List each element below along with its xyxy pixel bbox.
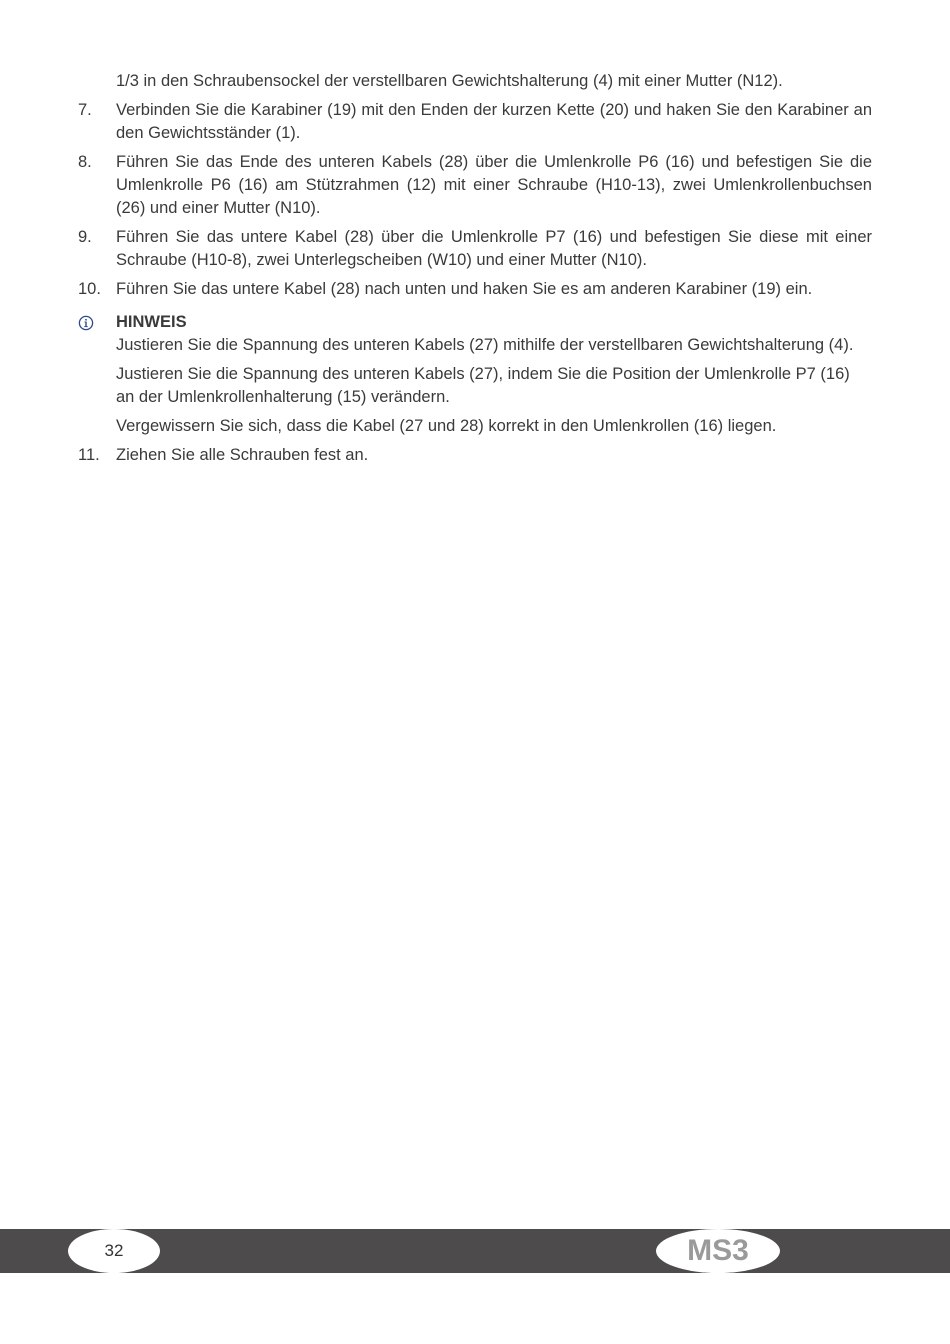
- note-block: [78, 311, 872, 438]
- step-text: Führen Sie das untere Kabel (28) nach unten und haken Sie es am anderen Karabiner (19) ein.: [116, 280, 813, 298]
- step-number: 10.: [78, 280, 101, 298]
- step-number: 7.: [78, 101, 92, 119]
- page-number: 32: [68, 1229, 160, 1273]
- step-text: Verbinden Sie die Karabiner (19) mit den Enden der kurzen Kette (20) und haken Sie den Karabiner an den Gewichtsständer (1).: [116, 101, 872, 142]
- brand-logo: MS3: [656, 1229, 780, 1273]
- note-paragraph: Vergewissern Sie sich, dass die Kabel (27 und 28) korrekt in den Umlenkrollen (16) liegen.: [116, 417, 777, 435]
- continuation-line: [78, 70, 872, 93]
- note-paragraph: Justieren Sie die Spannung des unteren Kabels (27) mithilfe der verstellbaren Gewichtshalterung (4).: [116, 336, 854, 354]
- continuation-text: 1/3 in den Schraubensockel der verstellbaren Gewichtshalterung (4) mit einer Mutter (N12).: [116, 72, 783, 90]
- step-11: [78, 444, 872, 467]
- step-number: 9.: [78, 228, 92, 246]
- instructions: [78, 70, 872, 467]
- step-text: Führen Sie das Ende des unteren Kabels (28) über die Umlenkrolle P6 (16) und befestigen Sie die Umlenkrolle P6 (16) am Stützrahmen (12) mit einer Schraube (H10-13), zwei Umlenkrollenbuchsen (26) und einer Mutter (N10).: [116, 153, 872, 217]
- step-7: [78, 99, 872, 145]
- step-text: Führen Sie das untere Kabel (28) über die Umlenkrolle P7 (16) und befestigen Sie diese mit einer Schraube (H10-8), zwei Unterlegscheiben (W10) und einer Mutter (N10).: [116, 228, 872, 269]
- step-number: 8.: [78, 153, 92, 171]
- step-number: 11.: [78, 446, 100, 464]
- step-10: [78, 278, 872, 301]
- info-icon: [78, 311, 116, 438]
- step-9: [78, 226, 872, 272]
- note-title: HINWEIS: [116, 313, 187, 331]
- step-text: Ziehen Sie alle Schrauben fest an.: [116, 446, 369, 464]
- step-8: [78, 151, 872, 220]
- note-paragraph: Justieren Sie die Spannung des unteren Kabels (27), indem Sie die Position der Umlenkrolle P7 (16) an der Umlenkrollenhalterung (15) verändern.: [116, 365, 850, 406]
